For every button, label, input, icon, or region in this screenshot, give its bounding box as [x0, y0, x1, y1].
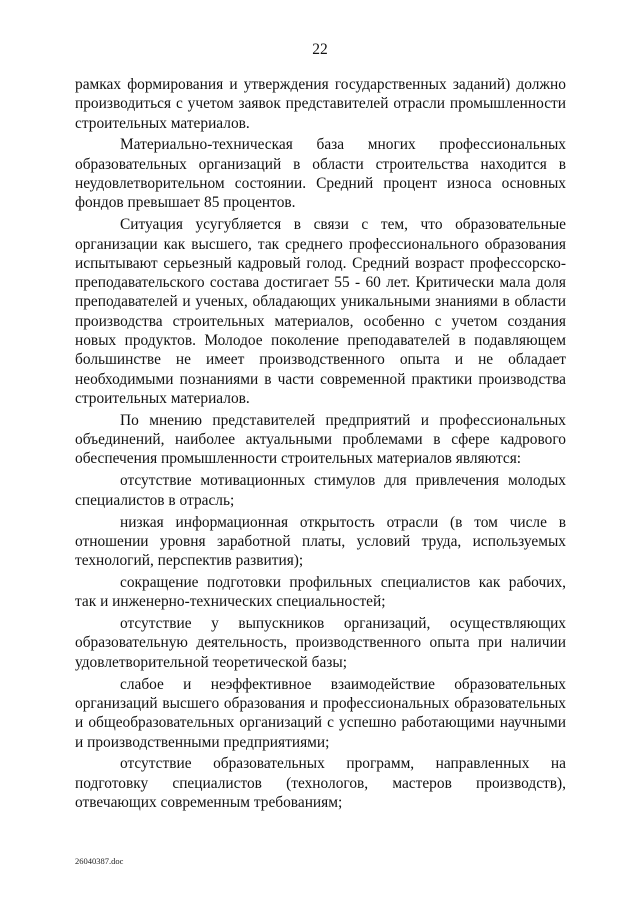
document-file-code: 26040387.doc	[75, 856, 124, 866]
list-item-weak-interaction: слабое и неэффективное взаимодействие образовательных организаций высшего образования и профессиональных образовательных и общеобразовательных организаций с успешно работающими научными и производственными предприятиями;	[75, 675, 566, 751]
body-text	[75, 75, 566, 815]
list-item-graduate-experience: отсутствие у выпускников организаций, осуществляющих образовательную деятельность, производственного опыта при наличии удовлетворительной теоретической базы;	[75, 615, 566, 671]
list-item-no-programs: отсутствие образовательных программ, направленных на подготовку специалистов (технологов, мастеров производств), отвечающих современным требованиям;	[75, 755, 566, 812]
paragraph-staffing-situation: Ситуация усугубляется в связи с тем, что образовательные организации как высшего, так среднего профессионального образования испытывают серьезный кадровый голод. Средний возраст профессорско-преподавательского состава достигает 55 - 60 лет. Критически мала доля преподавателей и ученых, обладающих уникальными знаниями в области производства строительных материалов, особенно с учетом создания новых продуктов. Молодое поколение преподавателей в подавляющем большинстве не имеет производственного опыта и не обладает необходимыми познаниями в части современной практики производства строительных материалов.	[75, 216, 566, 407]
paragraph-material-base: Материально-техническая база многих профессиональных образовательных организаций в области строительства находится в неудовлетворительном состоянии. Средний процент износа основных фондов превышает 85 процентов.	[75, 136, 566, 212]
paragraph-continuation: рамках формирования и утверждения государственных заданий) должно производиться с учетом заявок представителей отрасли промышленности строительных материалов.	[75, 76, 566, 132]
list-item-training-reduction: сокращение подготовки профильных специалистов как рабочих, так и инженерно-технических специальностей;	[75, 573, 566, 611]
list-item-openness: низкая информационная открытость отрасли (в том числе в отношении уровня заработной платы, условий труда, используемых технологий, перспектив развития);	[75, 513, 566, 570]
paragraph-problems-intro: По мнению представителей предприятий и профессиональных объединений, наиболее актуальными проблемами в сфере кадрового обеспечения промышленности строительных материалов являются:	[75, 411, 566, 468]
page-number: 22	[312, 41, 328, 58]
list-item-motivation: отсутствие мотивационных стимулов для привлечения молодых специалистов в отрасль;	[75, 472, 566, 509]
